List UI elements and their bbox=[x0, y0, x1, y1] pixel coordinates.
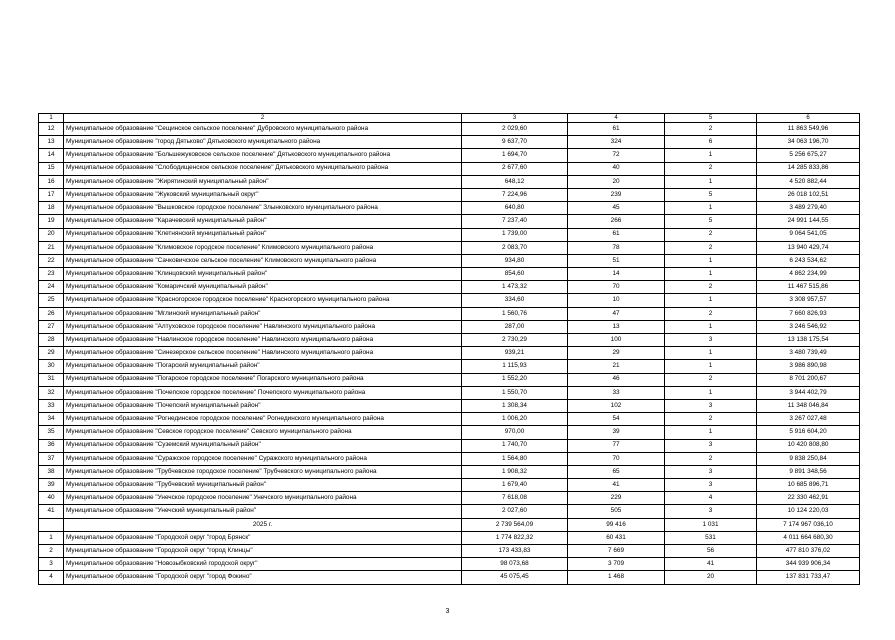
column-number: 2 bbox=[64, 114, 462, 123]
table-row bbox=[39, 505, 860, 518]
table-row bbox=[39, 254, 860, 267]
value-col4-cell: 266 bbox=[568, 215, 665, 228]
value-col6-cell: 9 891 348,56 bbox=[757, 465, 860, 478]
value-col3-cell: 1 908,32 bbox=[462, 465, 568, 478]
municipality-name-cell: Муниципальное образование "Мглинский муниципальный район" bbox=[64, 307, 462, 320]
table-row bbox=[39, 320, 860, 333]
municipality-name-cell: Муниципальное образование "Суражское городское поселение" Суражского муниципального района bbox=[64, 452, 462, 465]
value-col6-cell: 3 944 402,79 bbox=[757, 386, 860, 399]
table-row bbox=[39, 123, 860, 136]
value-col4-cell: 70 bbox=[568, 281, 665, 294]
value-col3-cell: 1 564,80 bbox=[462, 452, 568, 465]
value-col3-cell: 970,00 bbox=[462, 426, 568, 439]
value-col5-cell: 2 bbox=[665, 452, 757, 465]
register-table-container bbox=[38, 113, 859, 585]
table-row bbox=[39, 571, 860, 584]
value-col5-cell: 1 bbox=[665, 347, 757, 360]
value-col6-cell: 4 011 664 680,30 bbox=[757, 531, 860, 544]
value-col5-cell: 1 bbox=[665, 386, 757, 399]
register-table-body bbox=[39, 114, 860, 585]
row-number-cell: 15 bbox=[39, 162, 64, 175]
table-row bbox=[39, 188, 860, 201]
value-col3-cell: 1 552,20 bbox=[462, 373, 568, 386]
row-number-cell: 3 bbox=[39, 558, 64, 571]
value-col6-cell: 10 124 220,03 bbox=[757, 505, 860, 518]
value-col4-cell: 324 bbox=[568, 136, 665, 149]
municipality-name-cell: Муниципальное образование "Городской округ "город Брянск" bbox=[64, 531, 462, 544]
value-col6-cell: 10 685 896,71 bbox=[757, 479, 860, 492]
value-col6-cell: 3 246 546,92 bbox=[757, 320, 860, 333]
table-row bbox=[39, 268, 860, 281]
municipality-name-cell: Муниципальное образование "Погарский муниципальный район" bbox=[64, 360, 462, 373]
value-col6-cell: 477 810 376,02 bbox=[757, 545, 860, 558]
value-col4-cell: 78 bbox=[568, 241, 665, 254]
subtotal-label-cell: 2025 г. bbox=[64, 518, 462, 531]
value-col4-cell: 33 bbox=[568, 386, 665, 399]
column-number: 3 bbox=[462, 114, 568, 123]
value-col3-cell: 2 029,60 bbox=[462, 123, 568, 136]
row-number-cell: 25 bbox=[39, 294, 64, 307]
table-row bbox=[39, 439, 860, 452]
value-col5-cell: 2 bbox=[665, 162, 757, 175]
municipality-name-cell: Муниципальное образование "Синезерское сельское поселение" Навлинского муниципального района bbox=[64, 347, 462, 360]
row-number-cell: 27 bbox=[39, 320, 64, 333]
municipality-name-cell: Муниципальное образование "Суземский муниципальный район" bbox=[64, 439, 462, 452]
row-number-cell: 13 bbox=[39, 136, 64, 149]
value-col4-cell: 72 bbox=[568, 149, 665, 162]
municipality-name-cell: Муниципальное образование "Слободищенское сельское поселение" Дятьковского муниципального района bbox=[64, 162, 462, 175]
municipality-name-cell: Муниципальное образование "Карачевский муниципальный район" bbox=[64, 215, 462, 228]
table-row bbox=[39, 545, 860, 558]
value-col3-cell: 9 637,70 bbox=[462, 136, 568, 149]
row-number-cell: 26 bbox=[39, 307, 64, 320]
value-col5-cell: 5 bbox=[665, 215, 757, 228]
municipality-name-cell: Муниципальное образование "Жирятинский муниципальный район" bbox=[64, 175, 462, 188]
municipality-name-cell: Муниципальное образование "Жуковский муниципальный округ" bbox=[64, 188, 462, 201]
row-number-cell: 38 bbox=[39, 465, 64, 478]
value-col3-cell: 640,80 bbox=[462, 202, 568, 215]
value-col3-cell: 854,60 bbox=[462, 268, 568, 281]
value-col6-cell: 6 243 534,62 bbox=[757, 254, 860, 267]
municipality-name-cell: Муниципальное образование "Красногорское городское поселение" Красногорского муниципального района bbox=[64, 294, 462, 307]
municipality-name-cell: Муниципальное образование "Унечский муниципальный район" bbox=[64, 505, 462, 518]
municipality-name-cell: Муниципальное образование "Городской округ "город Клинцы" bbox=[64, 545, 462, 558]
municipality-name-cell: Муниципальное образование "Климовское городское поселение" Климовского муниципального района bbox=[64, 241, 462, 254]
value-col6-cell: 4 862 234,99 bbox=[757, 268, 860, 281]
row-number-cell: 28 bbox=[39, 334, 64, 347]
row-number-cell: 30 bbox=[39, 360, 64, 373]
value-col4-cell: 229 bbox=[568, 492, 665, 505]
row-number-cell: 12 bbox=[39, 123, 64, 136]
value-col3-cell: 2 027,60 bbox=[462, 505, 568, 518]
value-col6-cell: 3 480 739,49 bbox=[757, 347, 860, 360]
municipality-name-cell: Муниципальное образование "Рогнединское городское поселение" Рогнединского муниципального района bbox=[64, 413, 462, 426]
table-row bbox=[39, 281, 860, 294]
table-row bbox=[39, 452, 860, 465]
value-col6-cell: 137 831 733,47 bbox=[757, 571, 860, 584]
value-col4-cell: 29 bbox=[568, 347, 665, 360]
municipality-name-cell: Муниципальное образование "Унечское городское поселение" Унечского муниципального района bbox=[64, 492, 462, 505]
municipality-name-cell: Муниципальное образование "Клетнянский муниципальный район" bbox=[64, 228, 462, 241]
table-row bbox=[39, 149, 860, 162]
value-col3-cell: 1 694,70 bbox=[462, 149, 568, 162]
table-row bbox=[39, 373, 860, 386]
municipality-name-cell: Муниципальное образование "Почепское городское поселение" Почепского муниципального района bbox=[64, 386, 462, 399]
value-col3-cell: 1 115,93 bbox=[462, 360, 568, 373]
table-row bbox=[39, 465, 860, 478]
table-row bbox=[39, 215, 860, 228]
value-col3-cell: 2 677,60 bbox=[462, 162, 568, 175]
subtotal-col5-cell: 1 031 bbox=[665, 518, 757, 531]
row-number-cell: 32 bbox=[39, 386, 64, 399]
value-col6-cell: 14 285 833,86 bbox=[757, 162, 860, 175]
column-number-row bbox=[39, 114, 860, 123]
value-col5-cell: 2 bbox=[665, 123, 757, 136]
table-row bbox=[39, 175, 860, 188]
value-col4-cell: 39 bbox=[568, 426, 665, 439]
row-number-cell: 20 bbox=[39, 228, 64, 241]
subtotal-col6-cell: 7 174 967 036,10 bbox=[757, 518, 860, 531]
value-col3-cell: 934,80 bbox=[462, 254, 568, 267]
value-col5-cell: 2 bbox=[665, 413, 757, 426]
table-row bbox=[39, 386, 860, 399]
value-col3-cell: 7 618,08 bbox=[462, 492, 568, 505]
value-col6-cell: 34 063 196,70 bbox=[757, 136, 860, 149]
value-col3-cell: 334,60 bbox=[462, 294, 568, 307]
value-col3-cell: 287,00 bbox=[462, 320, 568, 333]
row-number-cell: 29 bbox=[39, 347, 64, 360]
value-col5-cell: 6 bbox=[665, 136, 757, 149]
municipality-name-cell: Муниципальное образование "Новозыбковский городской округ" bbox=[64, 558, 462, 571]
value-col4-cell: 14 bbox=[568, 268, 665, 281]
municipality-name-cell: Муниципальное образование "Трубчевский муниципальный район" bbox=[64, 479, 462, 492]
value-col6-cell: 8 701 200,67 bbox=[757, 373, 860, 386]
value-col5-cell: 1 bbox=[665, 320, 757, 333]
row-number-cell: 19 bbox=[39, 215, 64, 228]
page-number: 3 bbox=[445, 608, 450, 615]
row-number-cell: 4 bbox=[39, 571, 64, 584]
value-col5-cell: 1 bbox=[665, 254, 757, 267]
row-number-cell: 16 bbox=[39, 175, 64, 188]
row-number-cell: 34 bbox=[39, 413, 64, 426]
value-col4-cell: 65 bbox=[568, 465, 665, 478]
row-number-cell: 41 bbox=[39, 505, 64, 518]
value-col3-cell: 45 075,45 bbox=[462, 571, 568, 584]
row-number-cell: 37 bbox=[39, 452, 64, 465]
value-col5-cell: 1 bbox=[665, 175, 757, 188]
row-number-cell: 33 bbox=[39, 399, 64, 412]
municipality-name-cell: Муниципальное образование "Навлинское городское поселение" Навлинского муниципального района bbox=[64, 334, 462, 347]
value-col4-cell: 61 bbox=[568, 228, 665, 241]
table-row bbox=[39, 294, 860, 307]
subtotal-row bbox=[39, 518, 860, 531]
municipality-name-cell: Муниципальное образование "город Дятьково" Дятьковского муниципального района bbox=[64, 136, 462, 149]
value-col5-cell: 1 bbox=[665, 294, 757, 307]
municipality-name-cell: Муниципальное образование "Почепский муниципальный район" bbox=[64, 399, 462, 412]
municipality-name-cell: Муниципальное образование "Сещинское сельское поселение" Дубровского муниципального района bbox=[64, 123, 462, 136]
value-col3-cell: 7 237,40 bbox=[462, 215, 568, 228]
value-col6-cell: 11 467 515,86 bbox=[757, 281, 860, 294]
row-number-cell: 36 bbox=[39, 439, 64, 452]
value-col4-cell: 3 709 bbox=[568, 558, 665, 571]
value-col5-cell: 531 bbox=[665, 531, 757, 544]
municipality-name-cell: Муниципальное образование "Городской округ "город Фокино" bbox=[64, 571, 462, 584]
value-col4-cell: 40 bbox=[568, 162, 665, 175]
value-col5-cell: 2 bbox=[665, 281, 757, 294]
value-col4-cell: 70 bbox=[568, 452, 665, 465]
subtotal-empty-cell bbox=[39, 518, 64, 531]
row-number-cell: 1 bbox=[39, 531, 64, 544]
register-table bbox=[38, 113, 860, 585]
value-col5-cell: 1 bbox=[665, 426, 757, 439]
value-col5-cell: 3 bbox=[665, 439, 757, 452]
value-col6-cell: 26 018 102,51 bbox=[757, 188, 860, 201]
row-number-cell: 17 bbox=[39, 188, 64, 201]
value-col6-cell: 5 916 604,20 bbox=[757, 426, 860, 439]
value-col5-cell: 3 bbox=[665, 479, 757, 492]
value-col5-cell: 56 bbox=[665, 545, 757, 558]
value-col6-cell: 5 256 675,27 bbox=[757, 149, 860, 162]
value-col6-cell: 7 660 826,93 bbox=[757, 307, 860, 320]
column-number: 1 bbox=[39, 114, 64, 123]
value-col4-cell: 100 bbox=[568, 334, 665, 347]
table-row bbox=[39, 426, 860, 439]
municipality-name-cell: Муниципальное образование "Комаричский муниципальный район" bbox=[64, 281, 462, 294]
value-col5-cell: 3 bbox=[665, 399, 757, 412]
row-number-cell: 2 bbox=[39, 545, 64, 558]
value-col6-cell: 9 064 541,05 bbox=[757, 228, 860, 241]
value-col4-cell: 505 bbox=[568, 505, 665, 518]
column-number: 6 bbox=[757, 114, 860, 123]
value-col3-cell: 1 739,00 bbox=[462, 228, 568, 241]
value-col5-cell: 3 bbox=[665, 465, 757, 478]
value-col4-cell: 77 bbox=[568, 439, 665, 452]
municipality-name-cell: Муниципальное образование "Погарское городское поселение" Погарского муниципального района bbox=[64, 373, 462, 386]
value-col4-cell: 7 669 bbox=[568, 545, 665, 558]
column-number: 4 bbox=[568, 114, 665, 123]
value-col5-cell: 1 bbox=[665, 149, 757, 162]
table-row bbox=[39, 531, 860, 544]
value-col6-cell: 13 138 175,54 bbox=[757, 334, 860, 347]
value-col5-cell: 20 bbox=[665, 571, 757, 584]
value-col5-cell: 3 bbox=[665, 505, 757, 518]
row-number-cell: 39 bbox=[39, 479, 64, 492]
value-col3-cell: 2 730,29 bbox=[462, 334, 568, 347]
value-col5-cell: 1 bbox=[665, 360, 757, 373]
value-col4-cell: 1 468 bbox=[568, 571, 665, 584]
row-number-cell: 24 bbox=[39, 281, 64, 294]
row-number-cell: 35 bbox=[39, 426, 64, 439]
municipality-name-cell: Муниципальное образование "Сачковичское сельское поселение" Климовского муниципального района bbox=[64, 254, 462, 267]
value-col5-cell: 1 bbox=[665, 268, 757, 281]
value-col5-cell: 1 bbox=[665, 202, 757, 215]
value-col5-cell: 2 bbox=[665, 307, 757, 320]
row-number-cell: 21 bbox=[39, 241, 64, 254]
value-col6-cell: 3 308 957,57 bbox=[757, 294, 860, 307]
table-row bbox=[39, 492, 860, 505]
value-col4-cell: 47 bbox=[568, 307, 665, 320]
value-col6-cell: 11 348 046,84 bbox=[757, 399, 860, 412]
value-col3-cell: 7 224,96 bbox=[462, 188, 568, 201]
row-number-cell: 40 bbox=[39, 492, 64, 505]
table-row bbox=[39, 413, 860, 426]
value-col3-cell: 939,21 bbox=[462, 347, 568, 360]
row-number-cell: 23 bbox=[39, 268, 64, 281]
value-col3-cell: 1 308,34 bbox=[462, 399, 568, 412]
value-col6-cell: 344 939 906,34 bbox=[757, 558, 860, 571]
table-row bbox=[39, 228, 860, 241]
value-col4-cell: 20 bbox=[568, 175, 665, 188]
value-col3-cell: 1 740,70 bbox=[462, 439, 568, 452]
value-col4-cell: 45 bbox=[568, 202, 665, 215]
municipality-name-cell: Муниципальное образование "Севское городское поселение" Севского муниципального района bbox=[64, 426, 462, 439]
table-row bbox=[39, 241, 860, 254]
value-col5-cell: 2 bbox=[665, 373, 757, 386]
value-col5-cell: 3 bbox=[665, 334, 757, 347]
value-col6-cell: 10 420 808,80 bbox=[757, 439, 860, 452]
subtotal-col4-cell: 99 416 bbox=[568, 518, 665, 531]
municipality-name-cell: Муниципальное образование "Клинцовский муниципальный район" bbox=[64, 268, 462, 281]
value-col6-cell: 3 489 279,40 bbox=[757, 202, 860, 215]
municipality-name-cell: Муниципальное образование "Алтуховское городское поселение" Навлинского муниципального района bbox=[64, 320, 462, 333]
value-col3-cell: 2 083,70 bbox=[462, 241, 568, 254]
value-col4-cell: 61 bbox=[568, 123, 665, 136]
table-row bbox=[39, 360, 860, 373]
value-col4-cell: 10 bbox=[568, 294, 665, 307]
row-number-cell: 22 bbox=[39, 254, 64, 267]
value-col5-cell: 4 bbox=[665, 492, 757, 505]
value-col6-cell: 4 520 882,44 bbox=[757, 175, 860, 188]
table-row bbox=[39, 162, 860, 175]
column-number: 5 bbox=[665, 114, 757, 123]
value-col6-cell: 9 838 250,84 bbox=[757, 452, 860, 465]
value-col5-cell: 2 bbox=[665, 228, 757, 241]
value-col4-cell: 239 bbox=[568, 188, 665, 201]
municipality-name-cell: Муниципальное образование "Вышковское городское поселение" Злынковского муниципального района bbox=[64, 202, 462, 215]
value-col3-cell: 1 550,70 bbox=[462, 386, 568, 399]
value-col4-cell: 41 bbox=[568, 479, 665, 492]
value-col3-cell: 1 560,76 bbox=[462, 307, 568, 320]
value-col6-cell: 3 986 890,98 bbox=[757, 360, 860, 373]
table-row bbox=[39, 307, 860, 320]
value-col4-cell: 13 bbox=[568, 320, 665, 333]
table-row bbox=[39, 399, 860, 412]
table-row bbox=[39, 558, 860, 571]
value-col6-cell: 13 940 429,74 bbox=[757, 241, 860, 254]
value-col3-cell: 1 006,20 bbox=[462, 413, 568, 426]
row-number-cell: 31 bbox=[39, 373, 64, 386]
value-col3-cell: 1 679,40 bbox=[462, 479, 568, 492]
value-col6-cell: 11 863 549,96 bbox=[757, 123, 860, 136]
row-number-cell: 18 bbox=[39, 202, 64, 215]
table-row bbox=[39, 136, 860, 149]
value-col5-cell: 41 bbox=[665, 558, 757, 571]
value-col3-cell: 648,12 bbox=[462, 175, 568, 188]
value-col4-cell: 46 bbox=[568, 373, 665, 386]
value-col4-cell: 102 bbox=[568, 399, 665, 412]
value-col3-cell: 173 433,83 bbox=[462, 545, 568, 558]
value-col3-cell: 98 073,68 bbox=[462, 558, 568, 571]
subtotal-col3-cell: 2 739 564,09 bbox=[462, 518, 568, 531]
value-col6-cell: 22 330 462,91 bbox=[757, 492, 860, 505]
value-col4-cell: 51 bbox=[568, 254, 665, 267]
table-row bbox=[39, 202, 860, 215]
value-col5-cell: 5 bbox=[665, 188, 757, 201]
table-row bbox=[39, 347, 860, 360]
value-col5-cell: 2 bbox=[665, 241, 757, 254]
municipality-name-cell: Муниципальное образование "Трубчевское городское поселение" Трубчевского муниципального района bbox=[64, 465, 462, 478]
table-row bbox=[39, 479, 860, 492]
row-number-cell: 14 bbox=[39, 149, 64, 162]
value-col3-cell: 1 774 822,32 bbox=[462, 531, 568, 544]
value-col4-cell: 21 bbox=[568, 360, 665, 373]
value-col4-cell: 54 bbox=[568, 413, 665, 426]
table-row bbox=[39, 334, 860, 347]
value-col6-cell: 24 991 144,55 bbox=[757, 215, 860, 228]
value-col6-cell: 3 267 027,48 bbox=[757, 413, 860, 426]
value-col3-cell: 1 473,32 bbox=[462, 281, 568, 294]
value-col4-cell: 60 431 bbox=[568, 531, 665, 544]
municipality-name-cell: Муниципальное образование "Большежуковское сельское поселение" Дятьковского муниципального района bbox=[64, 149, 462, 162]
